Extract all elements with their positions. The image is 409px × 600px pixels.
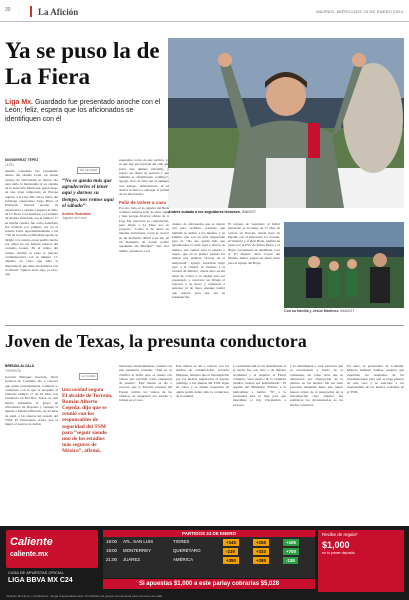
section-title: La Afición: [38, 7, 79, 17]
odds-value: +700: [283, 548, 299, 555]
caption2-credit: IMAGO7: [340, 309, 355, 313]
story1-col3-text: esperamos todos en este partido, yo sé que hay una leyenda del club que portó este número (Roselli), y espero ser digno de portarlo y que también se identifiquen conmigo”, agregó. Pero le falta dar el ejemplo con trabajo, demostrando, él se dedica al futbol a entregar la pasión de los aficionados.: [119, 158, 169, 197]
section-divider: [5, 325, 404, 326]
photo-caption-1: [168, 210, 256, 214]
ad-partner: [8, 577, 73, 584]
photo-family: [284, 222, 404, 308]
odds-row: [103, 547, 315, 555]
ad-partner-name: LIGA BBVA MX: [8, 577, 58, 584]
deck-text: Guardado fue presentado anoche con el León; feliz, espera que los aficionados se identifiquen con él: [5, 99, 161, 123]
odds-team1: JUÁREZ: [123, 557, 141, 562]
odds-team1: MONTERREY: [123, 548, 152, 553]
odds-table-title: PARTIDOS 24 DE ENERO: [103, 530, 315, 537]
story1-column-5: El regreso de Guardado al futbol mexicano se da luego de 17 años de carrera en Europa, donde jugó en España con el Deportivo La Coruña, el Valencia y el Real Betis, además de pasar por el PSV de Países Bajos y el Bayer Leverkusen de Alemania. Con el Tri disputó cinco Copas del Mundo. Ahora, espera ser pieza clave para el equipo del Bajío.: [228, 222, 280, 265]
story2-column-3: mexicano-estadounidense, contaba con una asistencia consular. “Aún no se clarifica el delito pero se cuenta con videos que servirán como elementos de prueba”. Este martes se dio a conocer que la Fiscalía General del Estado recibió los videos de las cámaras de seguridad del estadio y trabaja en el caso.: [119, 364, 172, 403]
odds-value: -138: [283, 557, 298, 564]
parlay-bar[interactable]: Si apuestas $1,000 a este parlay cobrarías $5,028: [103, 579, 315, 589]
headline-story2: Joven de Texas, la presunta conductora: [5, 331, 307, 351]
photo-guardado-image: [168, 38, 404, 208]
page-number: 30: [5, 7, 11, 13]
photo-family-image: [284, 222, 404, 308]
story2-column-4: Este martes se dio a conocer con los medios de comunicación, Gerardo Márquez, informó que la investigación por los hechos registrados el pasado domingo a las afueras del TSM sigue en curso y se tienen sospechas de quién podría haber sido la conductora de la unidad.: [176, 364, 229, 399]
story1-column-3: [119, 158, 169, 320]
story1-subhead: Feliz de volver a casa: [119, 199, 166, 205]
headline-story1: Ya se puso la de La Fiera: [5, 38, 160, 89]
ad-brand: Caliente: [10, 536, 53, 548]
byline-place-story1: LEÓN: [5, 163, 14, 167]
photo-caption-2: [284, 309, 354, 313]
odds-time: 19:00: [106, 548, 117, 553]
story2-column-7: En tanto, el gobernador de Coahuila, Manolo Jiménez Salinas, aseguró que esperarán los resultados de las investigaciones para que se haga justicia en este caso y se sancione a los responsables de los hechos ocurridos en el TSM.: [347, 364, 404, 394]
deck-lead: Liga Mx.: [5, 99, 34, 106]
pull-quote: “No se queda más que agradecerles el tener aquí y darnos su tiempo, nos vemos aquí el sábado”: [62, 177, 114, 210]
story2-column-5: La autoridad aún no ha determinado si el hecho fue con dolo o de manera accidental y el respecto el Fiscal comentó: “será motivo de la conducta jurídica cuando sea judicializado”. El Agente del Ministerio Público a la judicializar a Jenifer “N” y la presentará ante el Juez para que determine si hay vinculación a proceso.: [233, 364, 286, 407]
photo-guardado: [168, 38, 404, 208]
section-accent-bar: [30, 6, 32, 17]
clave-tag: LA CLAVE: [79, 373, 99, 380]
odds-value: +105: [283, 539, 299, 546]
promo-amount: $1,000: [322, 540, 350, 550]
odds-team2: AMÉRICA: [173, 557, 194, 562]
quote-role: Jugador del León: [62, 215, 87, 220]
story1-col3b-text: Por otro lado, el ex jugador del Betis comentó sentirse feliz de estar aquí, y más porque diversos clubes de la Liga Mx buscaron su contratación, pero eligió a La Fiera por su proyecto. “Como le he dicho en muchas entrevistas, León se acercó en un momento difícil para mí, en un momento en donde podría quedarme sin Mundial”, dijo. Por último, agradeció a los: [119, 205, 169, 253]
story1-column-1: Andrés Guardado fue presentado dentro del estadio León, en donde cientos de aficionados se dieron cita para darle la bienvenida al ex capitán de la Selección Mexicana, quien luego de una larga temporada en Europa regresa a la Liga Mx. De la mano del estratega venezolano Jorge Bava, el Principito buscará aportar su experiencia y ayudar a superar el éxito de La Fiera. Con banderas y el nombre de Andrés Guardado con el número 17 en mucha cancha, fue como Guardado fue recibido por primera vez en el estadio León. Aproximadamente a las 7:30 de la noche el futbolista tapatío se dirigió a la cancha en un pasillo hecho por niños de las fuerzas básicas del conjunto leonés. En el centro del campo, Andrés se puso la playera conmemorativa con el número 17, dejando en claro que sabe la importancia que tiene sus números con la afición. “Quiero decir algo, yo sé lo que: [5, 169, 58, 277]
story2-subhead: Una unidad segura: [62, 386, 104, 392]
ad-official: CASA DE APUESTAS OFICIAL: [8, 570, 64, 575]
odds-team2: QUERÉTARO: [173, 548, 201, 553]
odds-row: [103, 538, 315, 546]
story2-red-quote: El alcalde de Torreón, Román Alberto Cepeda, dijo que se reunió con los responsables de seguridad del TSM para “seguir siendo uno de los estadios más seguros de México”, afirmó.: [62, 392, 113, 455]
ad-partner-year: C24: [59, 577, 73, 584]
story1-column-4: cientos de aficionados que se dieron cita para recibirlo, palabras que también le dedicó a los medios, y su familia, que son un pilar importante para él. “No me queda más que agradecerles el venir aquí y darnos su tiempo, nos vemos aquí el sábado y espero que en el primer partido les demos una primera victoria de la temporada”, agregó. Guardado llegó ayer a la ciudad, se trasladó a la Ciudad de México, donde hizo escala antes de volver a su ciudad para ser presentado y concretar su fichaje al regresar a su tierra y comenzar a entrenar ya de lleno. Aunque tendrá que esperar para que sea su presentación.: [172, 222, 225, 300]
quote-author: Andrés Guardado: [62, 211, 91, 216]
quote-box: [62, 158, 115, 320]
quote-tag: NO LE DIGO: [77, 167, 101, 174]
byline-story2: BRENDA ALCALÁ: [5, 364, 35, 368]
story2-sidebar: [62, 364, 115, 524]
promo-sub: en tu primer depósito: [322, 551, 355, 555]
odds-value: +333: [253, 548, 269, 555]
byline-story1: MONSERRAT TÉPEZ: [5, 158, 39, 162]
odds-value: +350: [223, 557, 239, 564]
caption-text: Andrés cubado a los seguidores leoneses.: [168, 210, 241, 214]
odds-time: 19:00: [106, 539, 117, 544]
caption-credit: IMAGO7: [241, 210, 256, 214]
story2-column-1: Gerardo Márquez Guevara, fiscal General de Coahuila, dio a conocer que quien presuntamente conducía la camioneta con la que se atropelló al fallecido número 17 de 25 años, con residencia en Del Río, Texas, la cual habría embestido al grupo de aficionados de Rayados y causado la muerte a Maribel Mercado, de 52 años de edad, a las afueras del estadio del TSM. El funcionario aclaró que la mujer, al parecer, le habría: [5, 375, 58, 427]
ad-legal: *Aplican términos y condiciones. Juega responsablemente. Prohibidos los juegos con apuesta para menores de edad.: [6, 594, 163, 598]
ad-url[interactable]: caliente.mx: [10, 551, 49, 558]
caption2-text: Con su familia y Jesús Martínez.: [284, 309, 340, 313]
odds-team1: ATL. SAN LUIS: [123, 539, 154, 544]
odds-value: +285: [253, 557, 269, 564]
odds-value: +255: [253, 539, 269, 546]
odds-row: [103, 556, 315, 564]
byline-place-story2: TORREÓN: [5, 369, 21, 373]
odds-time: 21:00: [106, 557, 117, 562]
story2-column-6: y se identifiquen a otras personas que se encontraban a bordo de la camioneta, así como otras que se detuvieron por obstrucción de la justicia en los hechos. De las siete personas detenidas hasta este lunes, fueron objeto de la integración de la investigación cuyo objetivo fue establecer las circunstancias de los hechos ocurridos.: [290, 364, 343, 407]
odds-team2: TIGRES: [173, 539, 190, 544]
odds-value: +245: [223, 539, 239, 546]
odds-value: -239: [223, 548, 238, 555]
deck-story1: [5, 99, 165, 124]
edition-line: MILENIO, MIÉRCOLES 24 DE ENERO 2024: [316, 9, 403, 14]
promo-title: Recibe de regalo*: [322, 532, 358, 537]
